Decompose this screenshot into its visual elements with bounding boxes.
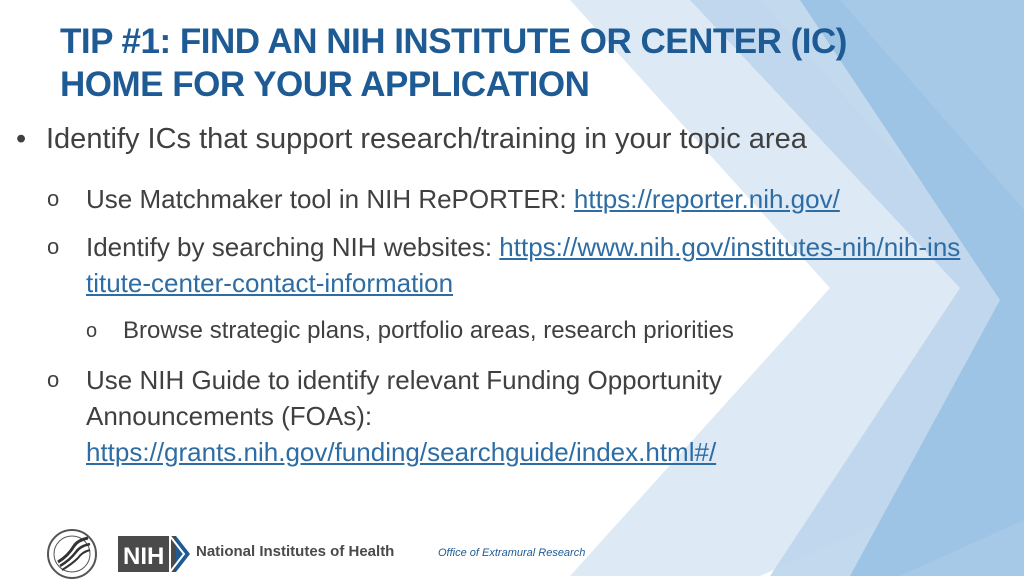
bullet-text: Use Matchmaker tool in NIH RePORTER: xyxy=(86,184,574,214)
nih-logo xyxy=(118,534,193,574)
slide-title-line-1: TIP #1: FIND AN NIH INSTITUTE OR CENTER (IC) xyxy=(60,22,847,61)
hhs-seal-icon xyxy=(44,528,104,580)
nih-contacts-link[interactable]: https://www.nih.gov/institutes-nih/nih-institute-center-contact-information xyxy=(86,232,961,298)
bullet-marker: o xyxy=(47,367,60,392)
slide-title-line-2: HOME FOR YOUR APPLICATION xyxy=(60,65,590,104)
nih-guide-link[interactable]: https://grants.nih.gov/funding/searchguide/index.html#/ xyxy=(86,437,717,467)
reporter-link[interactable]: https://reporter.nih.gov/ xyxy=(573,184,840,214)
bullet-marker: o xyxy=(47,234,60,259)
nih-logo-text: NIH xyxy=(123,543,165,570)
slide-title xyxy=(60,20,960,106)
nih-name: National Institutes of Health xyxy=(196,543,395,560)
bullet-text: Use NIH Guide to identify relevant Funding Opportunity Announcements (FOAs): xyxy=(86,365,722,431)
bullet-marker: o xyxy=(86,320,98,342)
office-name: Office of Extramural Research xyxy=(438,547,586,559)
bullet-marker: • xyxy=(16,123,27,155)
bullet-marker: o xyxy=(47,186,60,211)
bullet-text: Identify by searching NIH websites: xyxy=(86,232,500,262)
bullet-text: Identify ICs that support research/training in your topic area xyxy=(46,123,807,155)
footer xyxy=(0,516,1024,576)
bullet-text: Browse strategic plans, portfolio areas, research priorities xyxy=(123,317,734,344)
